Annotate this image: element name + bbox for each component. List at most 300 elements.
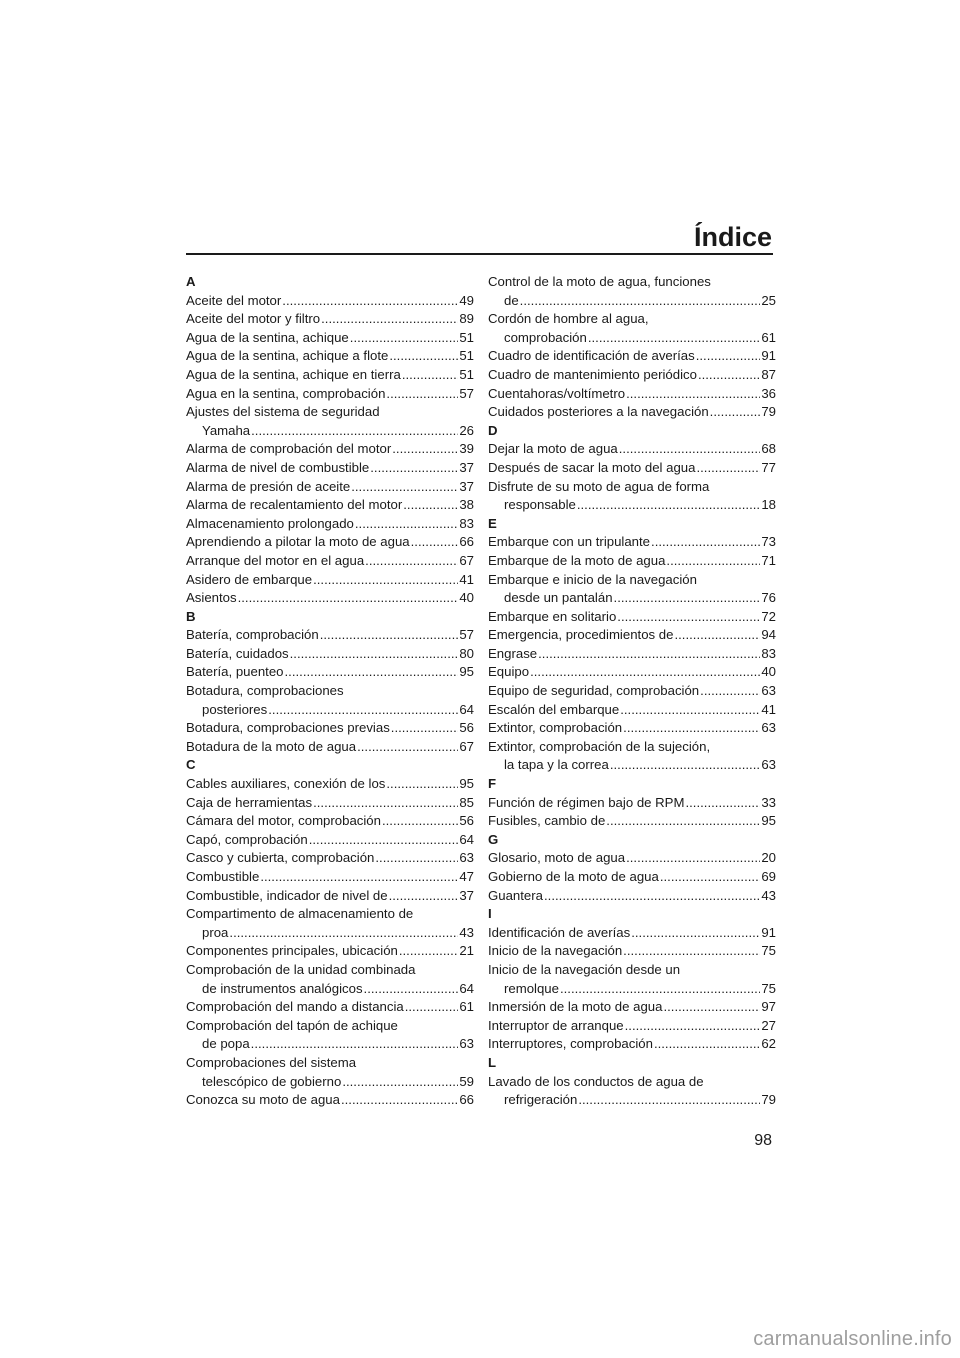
index-entry-page: 79 [761, 404, 776, 420]
index-entry-text: Equipo de seguridad, comprobación [488, 683, 700, 699]
index-entry [186, 831, 474, 850]
index-entry-text: la tapa y la correa [504, 757, 609, 773]
index-entry-page: 64 [459, 831, 474, 847]
index-entry-text: Extintor, comprobación [488, 720, 623, 736]
dot-leader [370, 459, 458, 478]
dot-leader [544, 887, 760, 906]
index-entry-text: Casco y cubierta, comprobación [186, 850, 375, 866]
index-entry [186, 738, 474, 757]
dot-leader [654, 1035, 760, 1054]
index-entry-text: Comprobación de la unidad combinada [186, 961, 416, 977]
index-entry-page: 95 [459, 664, 474, 680]
index-entry [186, 887, 474, 906]
index-entry-page: 67 [459, 738, 474, 754]
index-entry-page: 75 [761, 980, 776, 996]
index-entry-page: 94 [761, 627, 776, 643]
index-entry-page: 63 [459, 850, 474, 866]
index-entry-text: Asientos [186, 590, 237, 606]
dot-leader [403, 496, 458, 515]
index-entry-page: 51 [459, 329, 474, 345]
index-entry-text: Agua de la sentina, achique en tierra [186, 366, 401, 382]
index-entry-text: Disfrute de su moto de agua de forma [488, 478, 710, 494]
index-entry-text: Comprobaciones del sistema [186, 1054, 357, 1070]
index-entry-text: Interruptores, comprobación [488, 1036, 653, 1052]
index-entry-text: Embarque de la moto de agua [488, 552, 666, 568]
dot-leader [238, 589, 459, 608]
index-entry-text: Embarque en solitario [488, 608, 617, 624]
dot-leader [313, 794, 458, 813]
index-letter-heading: F [488, 776, 497, 792]
dot-leader [386, 385, 458, 404]
index-entry-page: 20 [761, 850, 776, 866]
index-entry-text: Cuadro de identificación de averías [488, 348, 695, 364]
dot-leader [229, 924, 458, 943]
index-letter-heading: I [488, 906, 492, 922]
index-entry-text: Fusibles, cambio de [488, 813, 606, 829]
index-entry [488, 738, 776, 775]
index-entry [488, 998, 776, 1017]
index-entry-text: Emergencia, procedimientos de [488, 627, 674, 643]
dot-leader [623, 942, 760, 961]
index-entry [186, 868, 474, 887]
index-entry-page: 33 [761, 794, 776, 810]
dot-leader [663, 998, 760, 1017]
index-entry [186, 347, 474, 366]
index-entry-text: proa [202, 924, 229, 940]
index-entry-text: Comprobación del tapón de achique [186, 1017, 398, 1033]
page-title: Índice [693, 222, 772, 252]
index-entry [488, 1073, 776, 1110]
index-entry-page: 69 [761, 869, 776, 884]
index-entry [488, 794, 776, 813]
index-entry-text: Agua de la sentina, achique [186, 329, 349, 345]
index-entry-page: 66 [459, 534, 474, 550]
index-entry [488, 533, 776, 552]
index-entry-page: 27 [761, 1017, 776, 1033]
dot-leader [290, 645, 459, 664]
dot-leader [577, 496, 760, 515]
index-entry-text: Asidero de embarque [186, 571, 313, 587]
dot-leader [282, 292, 458, 311]
dot-leader [696, 459, 760, 478]
index-letter-heading: A [186, 274, 196, 289]
index-entry-text: Alarma de recalentamiento del motor [186, 497, 403, 513]
dot-leader [710, 403, 761, 422]
index-entry-text: Inicio de la navegación desde un [488, 961, 681, 977]
index-entry-text: Alarma de presión de aceite [186, 478, 351, 494]
dot-leader [411, 533, 459, 552]
index-entry-text: Arranque del motor en el agua [186, 552, 365, 568]
index-entry-page: 39 [459, 441, 474, 457]
index-entry-page: 21 [459, 943, 474, 959]
index-entry-page: 80 [459, 645, 474, 661]
dot-leader [619, 440, 761, 459]
dot-leader [614, 589, 761, 608]
index-entry [488, 403, 776, 422]
index-entry-text: Yamaha [202, 422, 251, 438]
index-entry-page: 87 [761, 366, 776, 382]
index-entry-page: 56 [459, 813, 474, 829]
index-entry-text: Capó, comprobación [186, 831, 308, 847]
index-entry-text: Componentes principales, ubicación [186, 943, 398, 959]
index-entry-text: telescópico de gobierno [202, 1073, 342, 1089]
index-entry [186, 459, 474, 478]
index-entry [488, 924, 776, 943]
index-entry-page: 83 [459, 515, 474, 531]
index-entry-page: 56 [459, 720, 474, 736]
index-entry-text: Cuidados posteriores a la navegación [488, 404, 709, 420]
index-entry-page: 49 [459, 292, 474, 308]
dot-leader [357, 738, 458, 757]
index-entry [186, 385, 474, 404]
index-entry-page: 38 [459, 497, 474, 513]
index-entry-text: Botadura de la moto de agua [186, 738, 357, 754]
index-entry [186, 942, 474, 961]
index-entry [488, 961, 776, 998]
index-entry-text: Inmersión de la moto de agua [488, 999, 663, 1015]
index-entry [488, 273, 776, 310]
index-entry-page: 41 [761, 701, 776, 717]
dot-leader [320, 626, 459, 645]
index-entry-text: posteriores [202, 701, 268, 717]
index-letter-heading: B [186, 608, 196, 624]
dot-leader [631, 924, 760, 943]
index-entry [488, 663, 776, 682]
index-entry-page: 95 [761, 813, 776, 829]
dot-leader [251, 422, 458, 441]
index-letter-heading: L [488, 1054, 497, 1070]
index-entry-page: 97 [761, 999, 776, 1015]
index-entry [186, 515, 474, 534]
index-entry [186, 961, 474, 998]
dot-leader [620, 701, 760, 720]
index-entry-page: 51 [459, 348, 474, 364]
index-entry-text: refrigeración [504, 1092, 578, 1108]
index-letter-heading: E [488, 515, 497, 531]
index-entry [186, 812, 474, 831]
index-entry [186, 794, 474, 813]
index-entry-page: 66 [459, 1092, 474, 1108]
dot-leader [700, 682, 760, 701]
index-entry-page: 37 [459, 887, 474, 903]
dot-leader [392, 440, 458, 459]
index-entry-page: 61 [761, 329, 776, 345]
index-entry-page: 51 [459, 366, 474, 382]
index-entry [488, 385, 776, 404]
index-entry-page: 67 [459, 552, 474, 568]
dot-leader [342, 1073, 458, 1092]
index-entry-text: desde un pantalán [504, 590, 613, 606]
index-entry-text: remolque [504, 980, 559, 996]
index-entry [186, 719, 474, 738]
index-entry [186, 589, 474, 608]
index-entry-text: Combustible, indicador de nivel de [186, 887, 388, 903]
index-entry-page: 43 [459, 924, 474, 940]
page-number: 98 [754, 1132, 772, 1149]
index-entry [488, 942, 776, 961]
dot-leader [375, 849, 458, 868]
index-entry [488, 682, 776, 701]
dot-leader [365, 552, 458, 571]
index-entry-text: Interruptor de arranque [488, 1017, 624, 1033]
index-entry-text: Aceite del motor y filtro [186, 311, 321, 327]
index-letter-heading: G [488, 831, 499, 847]
index-entry-page: 36 [761, 385, 776, 401]
index-entry [186, 905, 474, 942]
index-entry-page: 79 [761, 1092, 776, 1108]
dot-leader [391, 719, 459, 738]
index-entry-text: comprobación [504, 329, 587, 345]
index-entry-page: 68 [761, 441, 776, 457]
index-entry [488, 571, 776, 608]
index-entry-page: 64 [459, 980, 474, 996]
index-entry-page: 85 [459, 794, 474, 810]
index-entry-text: Botadura, comprobaciones previas [186, 720, 390, 736]
index-entry-page: 95 [459, 776, 474, 792]
index-entry-page: 57 [459, 385, 474, 401]
index-entry-text: Conozca su moto de agua [186, 1092, 340, 1108]
dot-leader [626, 849, 760, 868]
index-entry [488, 701, 776, 720]
index-entry [186, 645, 474, 664]
index-entry-text: Combustible [186, 869, 260, 884]
index-entry [186, 533, 474, 552]
index-entry-text: Almacenamiento prolongado [186, 515, 354, 531]
index-entry-text: Embarque e inicio de la navegación [488, 571, 697, 587]
index-entry-text: Lavado de los conductos de agua de [488, 1073, 704, 1089]
dot-leader [364, 980, 459, 999]
index-entry-text: Aceite del motor [186, 292, 282, 308]
dot-leader [389, 347, 458, 366]
dot-leader [610, 756, 761, 775]
index-entry-text: Aprendiendo a pilotar la moto de agua [186, 534, 410, 550]
dot-leader [260, 868, 458, 887]
dot-leader [520, 292, 761, 311]
index-entry [488, 347, 776, 366]
index-entry-page: 75 [761, 943, 776, 959]
dot-leader [651, 533, 760, 552]
index-entry-text: Guantera [488, 887, 543, 903]
index-entry-page: 18 [761, 497, 776, 513]
index-entry-page: 63 [761, 683, 776, 699]
index-entry [488, 1035, 776, 1054]
index-entry-page: 72 [761, 608, 776, 624]
index-entry-page: 59 [459, 1073, 474, 1089]
dot-leader [285, 663, 459, 682]
index-entry [488, 645, 776, 664]
index-entry [186, 1054, 474, 1091]
index-entry [488, 310, 776, 347]
index-entry-text: Equipo [488, 664, 530, 680]
index-entry-text: Batería, comprobación [186, 627, 319, 643]
index-entry-page: 89 [459, 311, 474, 327]
index-entry [186, 310, 474, 329]
dot-leader [674, 626, 760, 645]
index-entry-page: 26 [459, 422, 474, 438]
index-entry [488, 608, 776, 627]
index-entry-page: 40 [761, 664, 776, 680]
index-entry-text: Escalón del embarque [488, 701, 620, 717]
index-entry-text: Agua de la sentina, achique a flote [186, 348, 389, 364]
dot-leader [399, 942, 458, 961]
index-entry [186, 775, 474, 794]
dot-leader [386, 775, 458, 794]
index-column-left [186, 273, 474, 1110]
index-entry [488, 719, 776, 738]
dot-leader [405, 998, 459, 1017]
index-entry [186, 998, 474, 1017]
index-entry-text: Caja de herramientas [186, 794, 313, 810]
index-entry [186, 496, 474, 515]
index-entry-page: 25 [761, 292, 776, 308]
index-entry [186, 682, 474, 719]
index-entry-text: Después de sacar la moto del agua [488, 459, 696, 475]
index-entry-text: Batería, cuidados [186, 645, 289, 661]
index-entry-page: 83 [761, 645, 776, 661]
index-entry-page: 91 [761, 924, 776, 940]
index-entry-text: Cordón de hombre al agua, [488, 311, 649, 327]
index-entry-text: Inicio de la navegación [488, 943, 623, 959]
index-entry-page: 71 [761, 552, 776, 568]
index-entry-text: Cuadro de mantenimiento periódico [488, 366, 697, 382]
index-entry-page: 91 [761, 348, 776, 364]
dot-leader [402, 366, 459, 385]
index-entry-text: de popa [202, 1036, 250, 1052]
dot-leader [626, 385, 760, 404]
index-entry-page: 62 [761, 1036, 776, 1052]
index-entry-text: Comprobación del mando a distancia [186, 999, 404, 1015]
index-entry-text: Batería, puenteo [186, 664, 284, 680]
index-entry [186, 403, 474, 440]
index-entry [488, 1017, 776, 1036]
dot-leader [698, 366, 760, 385]
index-entry [186, 1091, 474, 1110]
dot-leader [321, 310, 458, 329]
dot-leader [350, 329, 459, 348]
dot-leader [313, 571, 458, 590]
index-entry [488, 552, 776, 571]
dot-leader [588, 329, 760, 348]
index-entry-text: Gobierno de la moto de agua [488, 869, 659, 884]
index-entry-page: 77 [761, 459, 776, 475]
index-entry [488, 626, 776, 645]
index-entry-text: Extintor, comprobación de la sujeción, [488, 738, 711, 754]
index-column-right [488, 273, 776, 1110]
index-entry-text: Embarque con un tripulante [488, 534, 651, 550]
dot-leader [389, 887, 459, 906]
index-entry [488, 887, 776, 906]
dot-leader [606, 812, 760, 831]
index-entry-text: Botadura, comprobaciones [186, 683, 344, 699]
dot-leader [578, 1091, 760, 1110]
index-entry-page: 73 [761, 534, 776, 550]
index-entry-text: Cuentahoras/voltímetro [488, 385, 626, 401]
index-entry-page: 61 [459, 999, 474, 1015]
index-entry [186, 571, 474, 590]
index-entry [186, 292, 474, 311]
watermark: carmanualsonline.info [753, 1328, 952, 1350]
index-entry [186, 329, 474, 348]
index-entry [186, 478, 474, 497]
dot-leader [351, 478, 458, 497]
title-divider [186, 253, 773, 255]
index-entry-page: 64 [459, 701, 474, 717]
index-entry-text: Cables auxiliares, conexión de los [186, 776, 386, 792]
dot-leader [251, 1035, 459, 1054]
index-entry [186, 552, 474, 571]
index-entry-text: Función de régimen bajo de RPM [488, 794, 685, 810]
index-entry [488, 478, 776, 515]
index-entry-text: Alarma de nivel de combustible [186, 459, 370, 475]
index-entry-text: Compartimento de almacenamiento de [186, 906, 414, 922]
index-entry-text: de [504, 292, 519, 308]
dot-leader [268, 701, 458, 720]
dot-leader [623, 719, 760, 738]
index-entry [186, 366, 474, 385]
index-letter-heading: C [186, 757, 196, 773]
dot-leader [696, 347, 761, 366]
index-entry-text: de instrumentos analógicos [202, 980, 363, 996]
index-entry-page: 47 [459, 869, 474, 884]
index-entry-page: 63 [459, 1036, 474, 1052]
dot-leader [625, 1017, 761, 1036]
index-entry [186, 1017, 474, 1054]
dot-leader [538, 645, 760, 664]
index-entry-page: 40 [459, 590, 474, 606]
dot-leader [530, 663, 760, 682]
index-entry-text: responsable [504, 497, 576, 513]
index-entry-page: 41 [459, 571, 474, 587]
dot-leader [617, 608, 760, 627]
index-entry-page: 37 [459, 459, 474, 475]
index-entry [186, 626, 474, 645]
dot-leader [685, 794, 760, 813]
index-entry [186, 440, 474, 459]
dot-leader [560, 980, 760, 999]
dot-leader [309, 831, 459, 850]
index-entry-page: 43 [761, 887, 776, 903]
dot-leader [660, 868, 761, 887]
index-entry-page: 76 [761, 590, 776, 606]
dot-leader [355, 515, 458, 534]
index-entry [186, 663, 474, 682]
index-entry-page: 37 [459, 478, 474, 494]
index-entry [488, 849, 776, 868]
index-entry-text: Alarma de comprobación del motor [186, 441, 392, 457]
index-entry-text: Identificación de averías [488, 924, 631, 940]
index-entry [186, 849, 474, 868]
index-entry [488, 459, 776, 478]
index-entry-text: Dejar la moto de agua [488, 441, 618, 457]
index-entry-text: Agua en la sentina, comprobación [186, 385, 386, 401]
index-entry-text: Control de la moto de agua, funciones [488, 274, 711, 289]
index-entry [488, 440, 776, 459]
index-entry-page: 63 [761, 757, 776, 773]
index-entry-page: 57 [459, 627, 474, 643]
dot-leader [666, 552, 760, 571]
index-entry [488, 868, 776, 887]
dot-leader [341, 1091, 458, 1110]
index-entry [488, 812, 776, 831]
index-letter-heading: D [488, 422, 498, 438]
index-entry-text: Ajustes del sistema de seguridad [186, 404, 380, 420]
index-entry-page: 63 [761, 720, 776, 736]
index-entry-text: Engrase [488, 645, 538, 661]
index-entry [488, 366, 776, 385]
index-entry-text: Cámara del motor, comprobación [186, 813, 381, 829]
dot-leader [382, 812, 458, 831]
index-entry-text: Glosario, moto de agua [488, 850, 626, 866]
